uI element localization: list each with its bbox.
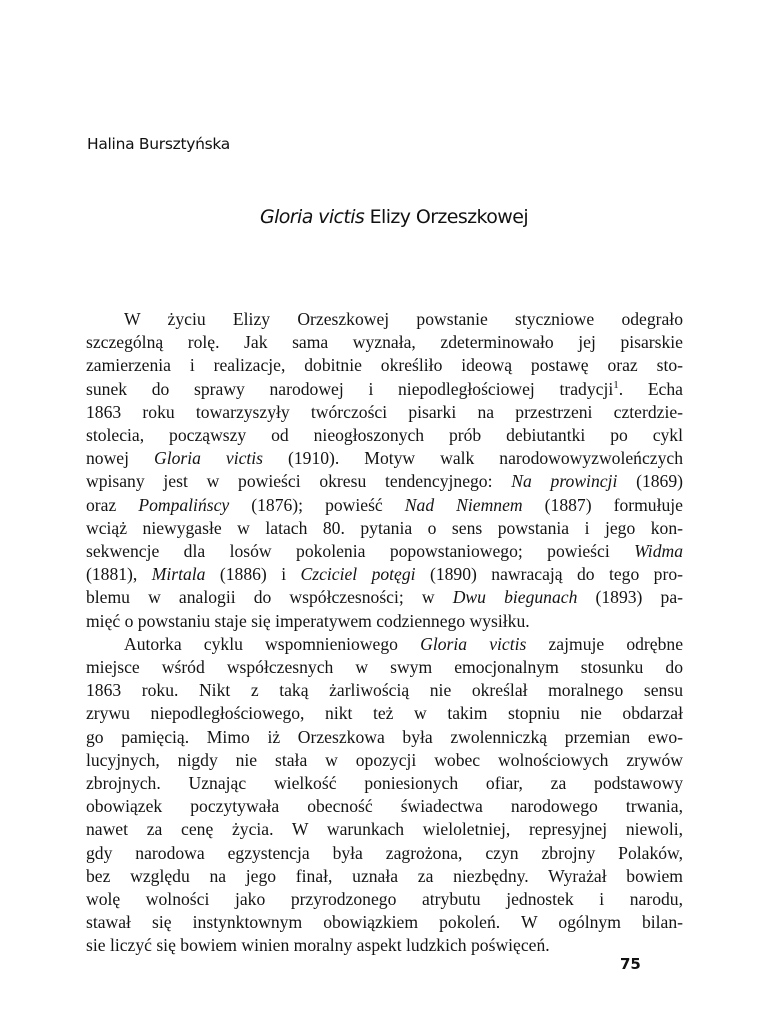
text-segment: wciąż niewygasłe w latach 80. pytania o sens powstania i jego kon- [86, 517, 683, 538]
text-line [86, 702, 683, 725]
italic-title-ref: Pompalińscy [138, 494, 230, 515]
text-segment: (1887) formułuje [522, 494, 683, 515]
article-title [0, 206, 768, 228]
text-line [86, 470, 683, 493]
text-line [86, 633, 683, 656]
text-line [86, 517, 683, 540]
text-line [86, 726, 683, 749]
text-line [86, 378, 683, 401]
text-segment: 1863 roku. Nikt z taką żarliwością nie określał moralnego sensu [86, 680, 683, 701]
text-segment: mięć o powstaniu staje się imperatywem codziennego wysiłku. [86, 610, 530, 631]
text-segment: (1910). Motyw walk narodowowyzwoleńczych [263, 448, 683, 469]
page-number: 75 [620, 955, 641, 973]
title-rest: Elizy Orzeszkowej [364, 206, 529, 228]
text-segment: (1893) pa- [577, 587, 683, 608]
text-line [86, 679, 683, 702]
footnote-marker: 1 [613, 378, 619, 391]
text-segment: (1869) [617, 471, 684, 492]
text-segment: nawet za cenę życia. W warunkach wieloletniej, represyjnej niewoli, [86, 819, 683, 840]
text-segment: go pamięcią. Mimo iż Orzeszkowa była zwolenniczką przemian ewo- [86, 726, 683, 747]
text-segment: (1886) i [205, 564, 301, 585]
text-line [86, 331, 683, 354]
text-segment: nowej [86, 448, 154, 469]
text-line [86, 795, 683, 818]
text-segment: stawał się instynktownym obowiązkiem pokoleń. W ogólnym bilan- [86, 912, 683, 933]
text-line [86, 865, 683, 888]
text-line [86, 772, 683, 795]
italic-title-ref: Widma [634, 541, 683, 562]
italic-title-ref: Gloria victis [420, 633, 527, 654]
text-line [86, 911, 683, 934]
text-segment: zajmuje odrębne [526, 633, 684, 654]
paragraph [86, 308, 683, 633]
text-line [86, 563, 683, 586]
italic-title-ref: Nad Niemnem [404, 494, 523, 515]
text-segment: zbrojnych. Uznając wielkość poniesionych ofiar, za podstawowy [86, 773, 683, 794]
author-name: Halina Bursztyńska [87, 135, 231, 153]
text-segment: (1881), [86, 564, 152, 585]
text-line [86, 354, 683, 377]
text-segment: Autorka cyklu wspomnieniowego [124, 633, 421, 654]
text-segment: szczególną rolę. Jak sama wyznała, zdeterminowało jej pisarskie [86, 332, 683, 353]
text-segment: wpisany jest w powieści okresu tendencyjnego: [86, 471, 512, 492]
text-segment: (1876); powieść [229, 494, 405, 515]
text-line [86, 934, 683, 957]
title-italic: Gloria victis [259, 206, 365, 228]
text-segment: gdy narodowa egzystencja była zagrożona, czyn zbrojny Polaków, [86, 842, 683, 863]
italic-title-ref: Mirtala [151, 564, 206, 585]
text-line [86, 842, 683, 865]
text-segment: sunek do sprawy narodowej i niepodległościowej tradycji [86, 378, 614, 399]
text-line [86, 888, 683, 911]
text-segment: . Echa [618, 378, 683, 399]
text-line [86, 424, 683, 447]
italic-title-ref: Na prowincji [511, 471, 618, 492]
italic-title-ref: Gloria victis [153, 448, 264, 469]
paragraph [86, 633, 683, 958]
text-line [86, 447, 683, 470]
text-segment: obowiązek poczytywała obecność świadectwa narodowego trwania, [86, 796, 683, 817]
text-line [86, 610, 683, 633]
text-segment: oraz [86, 494, 139, 515]
text-line [86, 586, 683, 609]
text-segment: wolę wolności jako przyrodzonego atrybutu jednostek i narodu, [86, 889, 683, 910]
text-segment: sekwencje dla losów pokolenia popowstaniowego; powieści [86, 541, 635, 562]
italic-title-ref: Czciciel potęgi [300, 564, 416, 585]
text-line [86, 494, 683, 517]
text-line [86, 308, 683, 331]
text-line [86, 818, 683, 841]
text-segment: W życiu Elizy Orzeszkowej powstanie styczniowe odegrało [124, 309, 683, 329]
body-text [86, 308, 683, 958]
text-segment: sie liczyć się bowiem winien moralny aspekt ludzkich poświęceń. [86, 935, 550, 956]
text-segment: bez względu na jego finał, uznała za niezbędny. Wyrażał bowiem [86, 865, 683, 886]
text-line [86, 401, 683, 424]
text-segment: lucyjnych, nigdy nie stała w opozycji wobec wolnościowych zrywów [86, 749, 683, 770]
text-line [86, 656, 683, 679]
text-segment: zamierzenia i realizacje, dobitnie określiło ideową postawę oraz sto- [86, 355, 683, 376]
text-line [86, 749, 683, 772]
italic-title-ref: Dwu biegunach [452, 587, 578, 608]
text-segment: miejsce wśród współczesnych w swym emocjonalnym stosunku do [86, 657, 683, 678]
text-segment: zrywu niepodległościowego, nikt też w takim stopniu nie obdarzał [86, 703, 683, 724]
text-segment: (1890) nawracają do tego pro- [415, 564, 683, 585]
text-segment: stolecia, począwszy od nieogłoszonych prób debiutantki po cykl [86, 425, 683, 446]
text-line [86, 540, 683, 563]
text-segment: blemu w analogii do współczesności; w [86, 587, 453, 608]
text-segment: 1863 roku towarzyszyły twórczości pisarki na przestrzeni czterdzie- [86, 401, 683, 422]
